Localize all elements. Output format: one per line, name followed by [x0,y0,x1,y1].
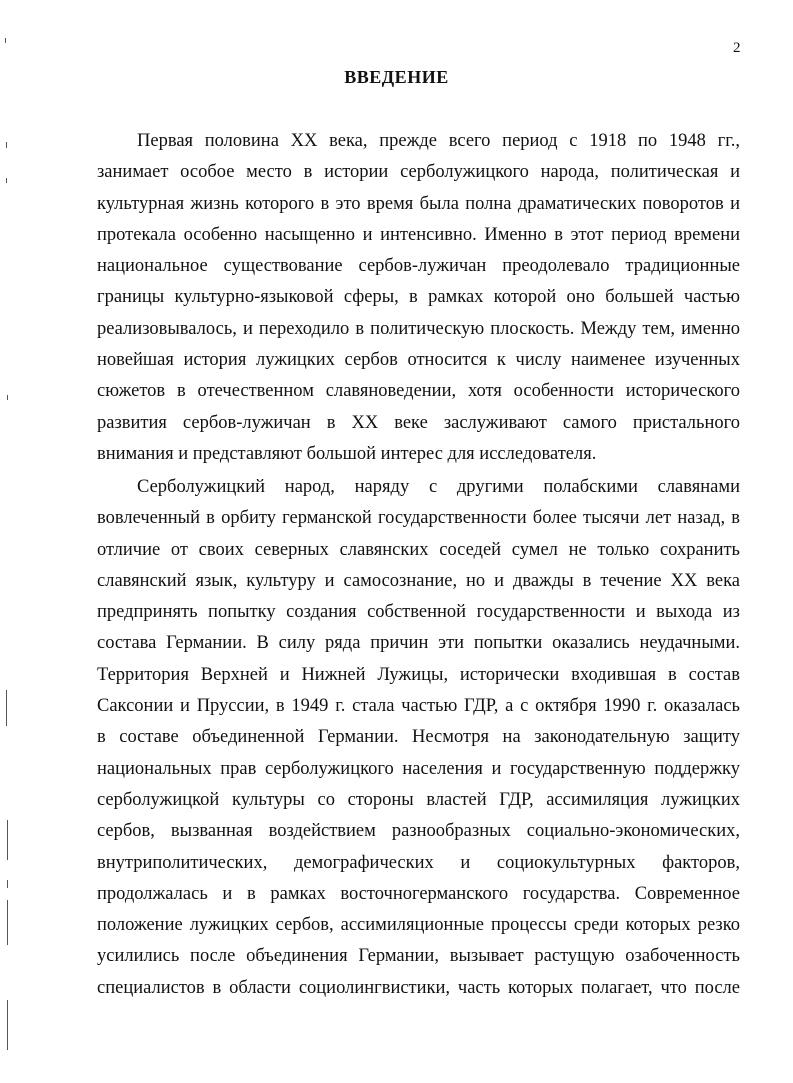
text-line: Серболужицкий народ, наряду с другими полабскими славянами [137,477,740,497]
text-line: национальное существование сербов-лужичан преодолевало традиционные [97,256,740,277]
paragraph-2 [97,472,740,1004]
text-line: серболужицкой культуры со стороны властей ГДР, ассимиляция лужицких [97,789,740,810]
text-line: специалистов в области социолингвистики, часть которых полагает, что после [97,977,740,998]
page-title: ВВЕДЕНИЕ [344,67,449,87]
text-line: усилились после объединения Германии, вызывает растущую озабоченность [97,946,740,967]
text-line: развития сербов-лужичан в XX веке заслуживают самого пристального [97,412,740,433]
text-line: славянский язык, культуру и самосознание, но и дважды в течение XX века [97,570,740,591]
text-line: отличие от своих северных славянских соседей сумел не только сохранить [97,539,740,560]
text-line: национальных прав серболужицкого населения и государственную поддержку [97,758,740,779]
text-line: внимания и представляют большой интерес для исследователя. [97,443,597,464]
text-line: занимает особое место в истории серболужицкого народа, политическая и [97,162,740,183]
text-line: культурная жизнь которого в это время была полна драматических поворотов и [97,193,740,214]
text-line: протекала особенно насыщенно и интенсивно. Именно в этот период времени [97,224,740,245]
text-line: границы культурно-языковой сферы, в рамках которой оно большей частью [97,287,740,308]
text-line: Саксонии и Пруссии, в 1949 г. стала частью ГДР, а с октября 1990 г. оказалась [97,696,740,717]
text-line: внутриполитических, демографических и социокультурных факторов, [97,852,740,873]
text-line: состава Германии. В силу ряда причин эти попытки оказались неудачными. [97,633,740,654]
text-line: в составе объединенной Германии. Несмотря на законодательную защиту [97,727,740,748]
text-line: сюжетов в отечественном славяноведении, хотя особенности исторического [97,381,740,402]
scan-margin-marks [0,0,14,1083]
page-number: 2 [733,40,741,56]
text-line: продолжалась и в рамках восточногерманского государства. Современное [97,883,740,904]
text-line: предпринять попытку создания собственной государственности и выхода из [97,602,740,623]
text-line: новейшая история лужицких сербов относится к числу наименее изученных [97,350,740,371]
text-line: положение лужицких сербов, ассимиляционные процессы среди которых резко [97,915,740,936]
text-line: реализовывалось, и переходило в политическую плоскость. Между тем, именно [97,318,740,339]
text-line: Первая половина XX века, прежде всего период с 1918 по 1948 гг., [137,131,740,151]
paragraph-1 [97,126,740,470]
text-line: сербов, вызванная воздействием разнообразных социально-экономических, [97,821,740,842]
text-line: Территория Верхней и Нижней Лужицы, исторически входившая в состав [97,664,740,685]
text-line: вовлеченный в орбиту германской государственности более тысячи лет назад, в [97,508,740,529]
